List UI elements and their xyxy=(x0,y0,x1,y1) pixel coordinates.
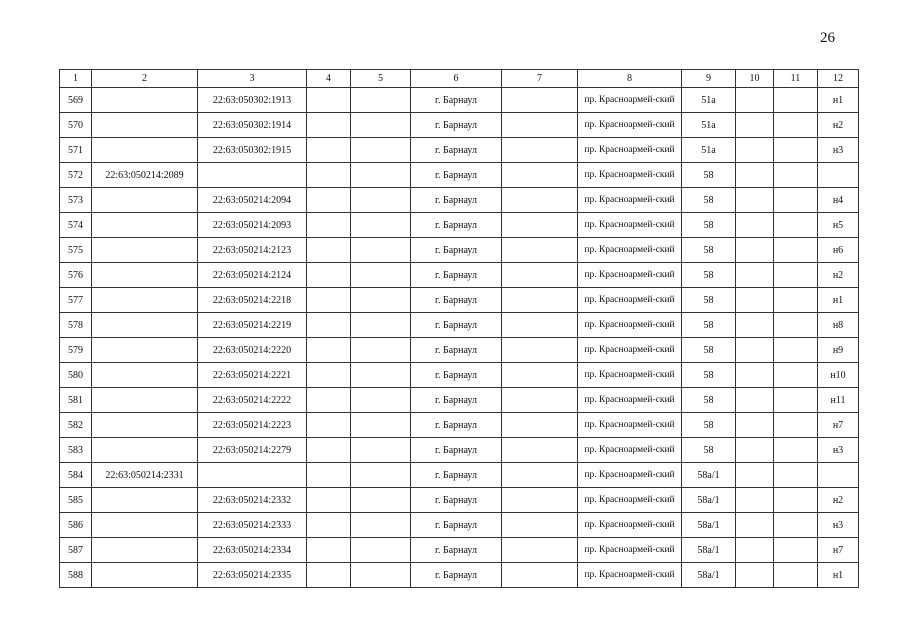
column-4-cell xyxy=(307,238,351,263)
table-row xyxy=(60,113,859,138)
table-row xyxy=(60,513,859,538)
street-cell: пр. Красноармей-ский xyxy=(578,138,682,163)
column-11-cell xyxy=(774,538,818,563)
building-cadastral-cell: 22:63:050302:1915 xyxy=(198,138,307,163)
column-10-cell xyxy=(736,563,774,588)
city-cell: г. Барнаул xyxy=(411,338,502,363)
premises-number-cell: н2 xyxy=(818,488,859,513)
column-4-cell xyxy=(307,438,351,463)
column-10-cell xyxy=(736,463,774,488)
column-11-cell xyxy=(774,513,818,538)
premises-number-cell: н11 xyxy=(818,388,859,413)
house-number-cell: 58 xyxy=(682,313,736,338)
premises-number-cell: н3 xyxy=(818,438,859,463)
column-4-cell xyxy=(307,313,351,338)
house-number-cell: 58 xyxy=(682,338,736,363)
street-cell: пр. Красноармей-ский xyxy=(578,438,682,463)
column-11-cell xyxy=(774,113,818,138)
column-7-cell xyxy=(502,288,578,313)
table-row xyxy=(60,538,859,563)
table-row xyxy=(60,213,859,238)
table-row xyxy=(60,388,859,413)
premises-number-cell: н10 xyxy=(818,363,859,388)
column-7-cell xyxy=(502,363,578,388)
column-11-cell xyxy=(774,563,818,588)
street-cell: пр. Красноармей-ский xyxy=(578,288,682,313)
column-5-cell xyxy=(351,413,411,438)
house-number-cell: 58 xyxy=(682,163,736,188)
land-plot-cadastral-cell xyxy=(92,113,198,138)
row-number-cell: 576 xyxy=(60,263,92,288)
column-5-cell xyxy=(351,513,411,538)
land-plot-cadastral-cell xyxy=(92,238,198,263)
premises-number-cell: н3 xyxy=(818,513,859,538)
building-cadastral-cell: 22:63:050214:2221 xyxy=(198,363,307,388)
header-cell-2: 2 xyxy=(92,70,198,88)
column-10-cell xyxy=(736,513,774,538)
column-7-cell xyxy=(502,438,578,463)
table-row xyxy=(60,163,859,188)
column-5-cell xyxy=(351,563,411,588)
street-cell: пр. Красноармей-ский xyxy=(578,113,682,138)
column-5-cell xyxy=(351,263,411,288)
land-plot-cadastral-cell xyxy=(92,513,198,538)
land-plot-cadastral-cell xyxy=(92,563,198,588)
house-number-cell: 58а/1 xyxy=(682,488,736,513)
land-plot-cadastral-cell xyxy=(92,488,198,513)
column-5-cell xyxy=(351,488,411,513)
column-10-cell xyxy=(736,388,774,413)
building-cadastral-cell: 22:63:050214:2332 xyxy=(198,488,307,513)
land-plot-cadastral-cell xyxy=(92,388,198,413)
land-plot-cadastral-cell xyxy=(92,363,198,388)
header-row xyxy=(60,70,859,88)
column-11-cell xyxy=(774,263,818,288)
city-cell: г. Барнаул xyxy=(411,363,502,388)
column-10-cell xyxy=(736,288,774,313)
premises-number-cell xyxy=(818,163,859,188)
street-cell: пр. Красноармей-ский xyxy=(578,213,682,238)
city-cell: г. Барнаул xyxy=(411,288,502,313)
column-5-cell xyxy=(351,338,411,363)
header-cell-5: 5 xyxy=(351,70,411,88)
column-5-cell xyxy=(351,313,411,338)
table-row xyxy=(60,463,859,488)
column-7-cell xyxy=(502,338,578,363)
column-4-cell xyxy=(307,138,351,163)
column-10-cell xyxy=(736,163,774,188)
column-4-cell xyxy=(307,513,351,538)
house-number-cell: 58 xyxy=(682,363,736,388)
land-plot-cadastral-cell: 22:63:050214:2331 xyxy=(92,463,198,488)
row-number-cell: 570 xyxy=(60,113,92,138)
building-cadastral-cell: 22:63:050214:2094 xyxy=(198,188,307,213)
street-cell: пр. Красноармей-ский xyxy=(578,363,682,388)
column-11-cell xyxy=(774,238,818,263)
row-number-cell: 578 xyxy=(60,313,92,338)
column-7-cell xyxy=(502,88,578,113)
column-5-cell xyxy=(351,163,411,188)
column-4-cell xyxy=(307,338,351,363)
column-5-cell xyxy=(351,88,411,113)
house-number-cell: 58а/1 xyxy=(682,463,736,488)
house-number-cell: 58а/1 xyxy=(682,563,736,588)
column-4-cell xyxy=(307,213,351,238)
column-10-cell xyxy=(736,238,774,263)
column-10-cell xyxy=(736,88,774,113)
column-10-cell xyxy=(736,213,774,238)
house-number-cell: 58 xyxy=(682,213,736,238)
row-number-cell: 582 xyxy=(60,413,92,438)
street-cell: пр. Красноармей-ский xyxy=(578,163,682,188)
column-7-cell xyxy=(502,513,578,538)
column-7-cell xyxy=(502,538,578,563)
column-11-cell xyxy=(774,88,818,113)
land-plot-cadastral-cell xyxy=(92,438,198,463)
house-number-cell: 51а xyxy=(682,113,736,138)
column-7-cell xyxy=(502,163,578,188)
column-4-cell xyxy=(307,188,351,213)
premises-number-cell: н2 xyxy=(818,263,859,288)
column-4-cell xyxy=(307,263,351,288)
city-cell: г. Барнаул xyxy=(411,413,502,438)
street-cell: пр. Красноармей-ский xyxy=(578,313,682,338)
city-cell: г. Барнаул xyxy=(411,563,502,588)
row-number-cell: 574 xyxy=(60,213,92,238)
header-cell-4: 4 xyxy=(307,70,351,88)
street-cell: пр. Красноармей-ский xyxy=(578,513,682,538)
row-number-cell: 573 xyxy=(60,188,92,213)
column-4-cell xyxy=(307,113,351,138)
house-number-cell: 58 xyxy=(682,238,736,263)
column-7-cell xyxy=(502,463,578,488)
column-5-cell xyxy=(351,113,411,138)
column-5-cell xyxy=(351,288,411,313)
city-cell: г. Барнаул xyxy=(411,238,502,263)
column-11-cell xyxy=(774,213,818,238)
street-cell: пр. Красноармей-ский xyxy=(578,188,682,213)
column-7-cell xyxy=(502,488,578,513)
header-cell-9: 9 xyxy=(682,70,736,88)
premises-number-cell: н2 xyxy=(818,113,859,138)
city-cell: г. Барнаул xyxy=(411,263,502,288)
house-number-cell: 58 xyxy=(682,188,736,213)
table-row xyxy=(60,263,859,288)
column-4-cell xyxy=(307,463,351,488)
header-cell-8: 8 xyxy=(578,70,682,88)
building-cadastral-cell: 22:63:050214:2124 xyxy=(198,263,307,288)
column-7-cell xyxy=(502,113,578,138)
premises-number-cell: н1 xyxy=(818,288,859,313)
city-cell: г. Барнаул xyxy=(411,488,502,513)
street-cell: пр. Красноармей-ский xyxy=(578,388,682,413)
land-plot-cadastral-cell xyxy=(92,88,198,113)
row-number-cell: 583 xyxy=(60,438,92,463)
house-number-cell: 51а xyxy=(682,138,736,163)
building-cadastral-cell: 22:63:050302:1913 xyxy=(198,88,307,113)
house-number-cell: 58а/1 xyxy=(682,538,736,563)
premises-number-cell: н3 xyxy=(818,138,859,163)
column-11-cell xyxy=(774,163,818,188)
table-body xyxy=(60,88,859,588)
land-plot-cadastral-cell xyxy=(92,188,198,213)
city-cell: г. Барнаул xyxy=(411,313,502,338)
column-7-cell xyxy=(502,238,578,263)
premises-number-cell: н8 xyxy=(818,313,859,338)
column-4-cell xyxy=(307,488,351,513)
building-cadastral-cell: 22:63:050214:2123 xyxy=(198,238,307,263)
column-4-cell xyxy=(307,163,351,188)
column-11-cell xyxy=(774,488,818,513)
header-cell-10: 10 xyxy=(736,70,774,88)
premises-number-cell: н6 xyxy=(818,238,859,263)
table-row xyxy=(60,188,859,213)
city-cell: г. Барнаул xyxy=(411,538,502,563)
row-number-cell: 587 xyxy=(60,538,92,563)
building-cadastral-cell xyxy=(198,163,307,188)
city-cell: г. Барнаул xyxy=(411,113,502,138)
table-row xyxy=(60,488,859,513)
city-cell: г. Барнаул xyxy=(411,188,502,213)
row-number-cell: 584 xyxy=(60,463,92,488)
building-cadastral-cell: 22:63:050214:2334 xyxy=(198,538,307,563)
column-5-cell xyxy=(351,463,411,488)
column-7-cell xyxy=(502,138,578,163)
city-cell: г. Барнаул xyxy=(411,438,502,463)
table-row xyxy=(60,563,859,588)
premises-number-cell xyxy=(818,463,859,488)
land-plot-cadastral-cell xyxy=(92,538,198,563)
column-10-cell xyxy=(736,338,774,363)
land-plot-cadastral-cell xyxy=(92,288,198,313)
table-row xyxy=(60,338,859,363)
land-plot-cadastral-cell xyxy=(92,413,198,438)
column-11-cell xyxy=(774,188,818,213)
column-7-cell xyxy=(502,413,578,438)
land-plot-cadastral-cell xyxy=(92,263,198,288)
row-number-cell: 572 xyxy=(60,163,92,188)
column-4-cell xyxy=(307,288,351,313)
building-cadastral-cell xyxy=(198,463,307,488)
house-number-cell: 58 xyxy=(682,263,736,288)
building-cadastral-cell: 22:63:050214:2279 xyxy=(198,438,307,463)
street-cell: пр. Красноармей-ский xyxy=(578,563,682,588)
column-11-cell xyxy=(774,138,818,163)
house-number-cell: 58 xyxy=(682,388,736,413)
header-cell-7: 7 xyxy=(502,70,578,88)
premises-number-cell: н7 xyxy=(818,413,859,438)
column-7-cell xyxy=(502,563,578,588)
street-cell: пр. Красноармей-ский xyxy=(578,263,682,288)
land-plot-cadastral-cell xyxy=(92,338,198,363)
land-plot-cadastral-cell: 22:63:050214:2089 xyxy=(92,163,198,188)
row-number-cell: 585 xyxy=(60,488,92,513)
header-cell-6: 6 xyxy=(411,70,502,88)
column-5-cell xyxy=(351,438,411,463)
row-number-cell: 586 xyxy=(60,513,92,538)
house-number-cell: 58а/1 xyxy=(682,513,736,538)
column-4-cell xyxy=(307,363,351,388)
column-11-cell xyxy=(774,313,818,338)
row-number-cell: 569 xyxy=(60,88,92,113)
premises-number-cell: н7 xyxy=(818,538,859,563)
row-number-cell: 575 xyxy=(60,238,92,263)
city-cell: г. Барнаул xyxy=(411,388,502,413)
building-cadastral-cell: 22:63:050214:2222 xyxy=(198,388,307,413)
header-cell-11: 11 xyxy=(774,70,818,88)
land-plot-cadastral-cell xyxy=(92,213,198,238)
column-5-cell xyxy=(351,213,411,238)
column-11-cell xyxy=(774,288,818,313)
table-row xyxy=(60,363,859,388)
column-11-cell xyxy=(774,363,818,388)
building-cadastral-cell: 22:63:050214:2335 xyxy=(198,563,307,588)
street-cell: пр. Красноармей-ский xyxy=(578,463,682,488)
column-10-cell xyxy=(736,413,774,438)
street-cell: пр. Красноармей-ский xyxy=(578,88,682,113)
column-11-cell xyxy=(774,413,818,438)
table-row xyxy=(60,238,859,263)
premises-number-cell: н4 xyxy=(818,188,859,213)
column-10-cell xyxy=(736,363,774,388)
building-cadastral-cell: 22:63:050214:2220 xyxy=(198,338,307,363)
column-7-cell xyxy=(502,263,578,288)
premises-number-cell: н1 xyxy=(818,563,859,588)
land-plot-cadastral-cell xyxy=(92,313,198,338)
column-5-cell xyxy=(351,138,411,163)
house-number-cell: 58 xyxy=(682,288,736,313)
building-cadastral-cell: 22:63:050214:2333 xyxy=(198,513,307,538)
street-cell: пр. Красноармей-ский xyxy=(578,488,682,513)
premises-number-cell: н5 xyxy=(818,213,859,238)
table-row xyxy=(60,288,859,313)
house-number-cell: 58 xyxy=(682,413,736,438)
land-plot-cadastral-cell xyxy=(92,138,198,163)
column-10-cell xyxy=(736,263,774,288)
header-cell-1: 1 xyxy=(60,70,92,88)
house-number-cell: 58 xyxy=(682,438,736,463)
street-cell: пр. Красноармей-ский xyxy=(578,538,682,563)
column-11-cell xyxy=(774,463,818,488)
column-5-cell xyxy=(351,363,411,388)
column-11-cell xyxy=(774,438,818,463)
city-cell: г. Барнаул xyxy=(411,163,502,188)
table-row xyxy=(60,88,859,113)
city-cell: г. Барнаул xyxy=(411,213,502,238)
column-4-cell xyxy=(307,538,351,563)
column-5-cell xyxy=(351,188,411,213)
row-number-cell: 571 xyxy=(60,138,92,163)
column-10-cell xyxy=(736,188,774,213)
column-7-cell xyxy=(502,213,578,238)
building-cadastral-cell: 22:63:050214:2093 xyxy=(198,213,307,238)
building-cadastral-cell: 22:63:050214:2219 xyxy=(198,313,307,338)
header-cell-3: 3 xyxy=(198,70,307,88)
house-number-cell: 51а xyxy=(682,88,736,113)
column-11-cell xyxy=(774,388,818,413)
table-row xyxy=(60,138,859,163)
building-cadastral-cell: 22:63:050214:2218 xyxy=(198,288,307,313)
city-cell: г. Барнаул xyxy=(411,513,502,538)
city-cell: г. Барнаул xyxy=(411,88,502,113)
column-10-cell xyxy=(736,438,774,463)
registry-table xyxy=(59,69,859,588)
page-number: 26 xyxy=(820,30,835,46)
column-5-cell xyxy=(351,388,411,413)
premises-number-cell: н1 xyxy=(818,88,859,113)
row-number-cell: 588 xyxy=(60,563,92,588)
column-10-cell xyxy=(736,113,774,138)
table-row xyxy=(60,313,859,338)
column-5-cell xyxy=(351,538,411,563)
column-11-cell xyxy=(774,338,818,363)
column-10-cell xyxy=(736,488,774,513)
street-cell: пр. Красноармей-ский xyxy=(578,238,682,263)
column-4-cell xyxy=(307,388,351,413)
column-7-cell xyxy=(502,313,578,338)
street-cell: пр. Красноармей-ский xyxy=(578,413,682,438)
building-cadastral-cell: 22:63:050302:1914 xyxy=(198,113,307,138)
street-cell: пр. Красноармей-ский xyxy=(578,338,682,363)
column-7-cell xyxy=(502,188,578,213)
column-10-cell xyxy=(736,313,774,338)
column-4-cell xyxy=(307,563,351,588)
city-cell: г. Барнаул xyxy=(411,138,502,163)
column-10-cell xyxy=(736,538,774,563)
table-row xyxy=(60,438,859,463)
row-number-cell: 581 xyxy=(60,388,92,413)
header-cell-12: 12 xyxy=(818,70,859,88)
row-number-cell: 577 xyxy=(60,288,92,313)
column-7-cell xyxy=(502,388,578,413)
building-cadastral-cell: 22:63:050214:2223 xyxy=(198,413,307,438)
column-10-cell xyxy=(736,138,774,163)
column-4-cell xyxy=(307,413,351,438)
city-cell: г. Барнаул xyxy=(411,463,502,488)
row-number-cell: 580 xyxy=(60,363,92,388)
row-number-cell: 579 xyxy=(60,338,92,363)
column-5-cell xyxy=(351,238,411,263)
column-4-cell xyxy=(307,88,351,113)
premises-number-cell: н9 xyxy=(818,338,859,363)
table-row xyxy=(60,413,859,438)
